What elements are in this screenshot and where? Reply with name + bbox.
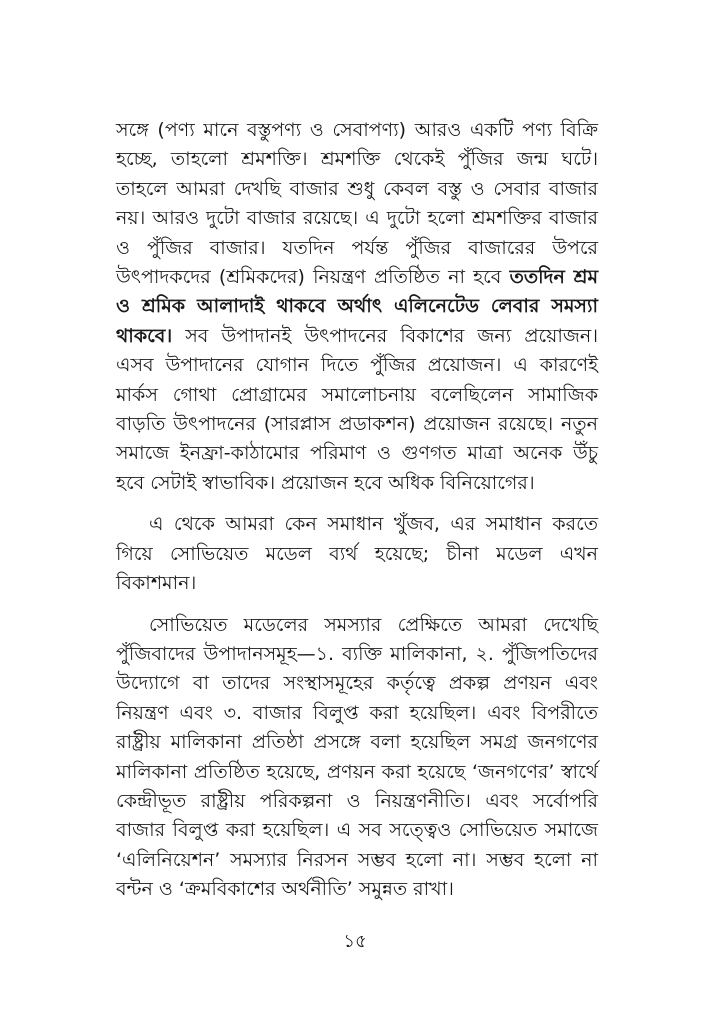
paragraph-3: [116, 611, 598, 905]
paragraph-1-bold-text: ততদিন শ্রম ও শ্রমিক আলাদাই থাকবে অর্থাৎ এলিনেটেড লেবার সমস্যা থাকবে।: [116, 266, 598, 347]
paragraph-2-text: এ থেকে আমরা কেন সমাধান খুঁজব, এর সমাধান করতে গিয়ে সোভিয়েত মডেল ব্যর্থ হয়েছে; চীনা মডেল এখন বিকাশমান।: [116, 513, 598, 595]
page-number: ১৫: [343, 931, 367, 952]
paragraph-1: [116, 116, 598, 498]
paragraph-1-text-b: সব উপাদানই উৎপাদনের বিকাশের জন্য প্রয়োজন। এসব উপাদানের যোগান দিতে পুঁজির প্রয়োজন। এ কারণেই মার্কস গোথা প্রোগ্রামের সমালোচনায় বলেছিলেন সামাজিক বাড়তি উৎপাদনের (সারপ্লাস প্রডাকশন) প্রয়োজন রয়েছে। নতুন সমাজে ইনফ্রা-কাঠামোর পরিমাণ ও গুণগত মাত্রা অনেক উঁচু হবে সেটাই স্বাভাবিক। প্রয়োজন হবে অধিক বিনিয়োগের।: [116, 324, 598, 494]
paragraph-3-text: সোভিয়েত মডেলের সমস্যার প্রেক্ষিতে আমরা দেখেছি পুঁজিবাদের উপাদানসমূহ—১. ব্যক্তি মালিকানা, ২. পুঁজিপতিদের উদ্যোগে বা তাদের সংস্থাসমূহের কর্তৃত্বে প্রকল্প প্রণয়ন এবং নিয়ন্ত্রণ এবং ৩. বাজার বিলুপ্ত করা হয়েছিল। এবং বিপরীতে রাষ্ট্রীয় মালিকানা প্রতিষ্ঠা প্রসঙ্গে বলা হয়েছিল সমগ্র জনগণের মালিকানা প্রতিষ্ঠিত হয়েছে, প্রণয়ন করা হয়েছে ‘জনগণের’ স্বার্থে কেন্দ্রীভূত রাষ্ট্রীয় পরিকল্পনা ও নিয়ন্ত্রণনীতি। এবং সর্বোপরি বাজার বিলুপ্ত করা হয়েছিল। এ সব সত্ত্বেও সোভিয়েত সমাজে ‘এলিনিয়েশন’ সমস্যার নিরসন সম্ভব হলো না। সম্ভব হলো না বন্টন ও ‘ক্রমবিকাশের অর্থনীতি’ সমুন্নত রাখা।: [116, 613, 598, 901]
page-body: [116, 116, 598, 905]
paragraph-1-text-a: সঙ্গে (পণ্য মানে বস্তুপণ্য ও সেবাপণ্য) আরও একটি পণ্য বিক্রি হচ্ছে, তাহলো শ্রমশক্তি। শ্রমশক্তি থেকেই পুঁজির জন্ম ঘটে। তাহলে আমরা দেখছি বাজার শুধু কেবল বস্তু ও সেবার বাজার নয়। আরও দুটো বাজার রয়েছে। এ দুটো হলো শ্রমশক্তির বাজার ও পুঁজির বাজার। যতদিন পর্যন্ত পুঁজির বাজারের উপরে উৎপাদকদের (শ্রমিকদের) নিয়ন্ত্রণ প্রতিষ্ঠিত না হবে: [116, 119, 598, 289]
paragraph-2: [116, 510, 598, 598]
